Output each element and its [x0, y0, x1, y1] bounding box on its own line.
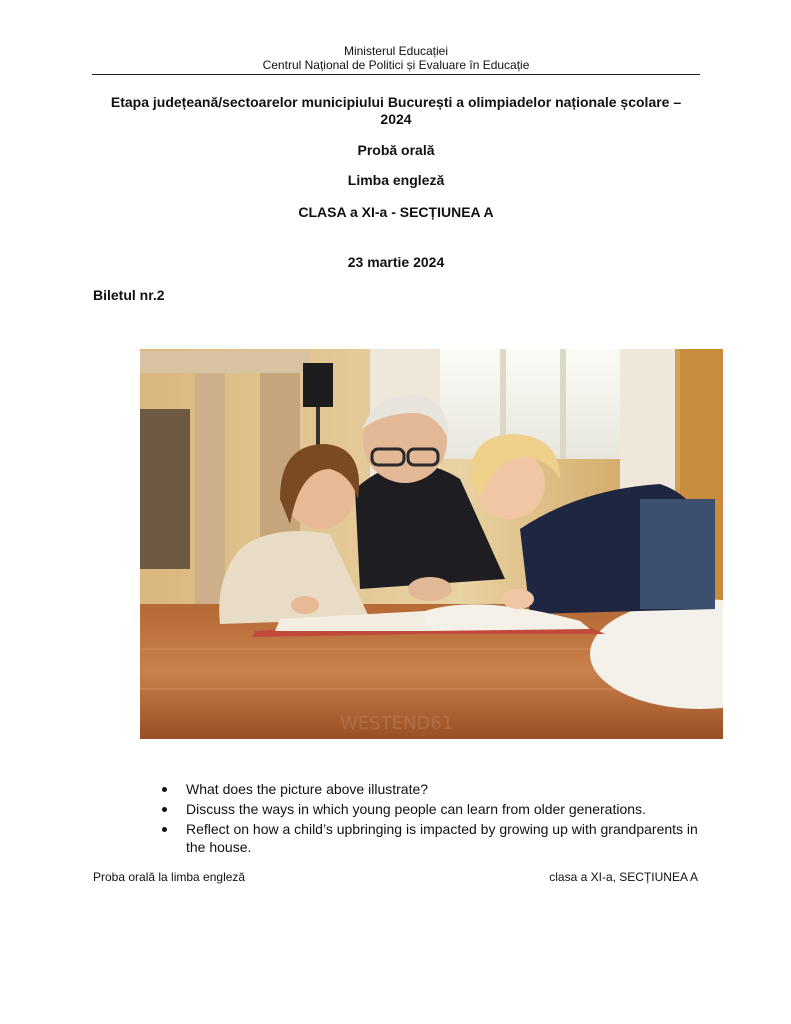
- class-section: CLASA a XI-a - SECȚIUNEA A: [298, 204, 494, 220]
- photo-grandfather-reading-with-children: [140, 349, 723, 739]
- bullet-icon: [162, 827, 167, 832]
- list-item: [160, 800, 720, 818]
- subject: Limba engleză: [347, 172, 445, 188]
- bullet-icon: [162, 787, 167, 792]
- ministry-name: Ministerul Educației: [343, 44, 449, 58]
- question-list: [160, 780, 720, 858]
- exam-type: Probă orală: [357, 142, 435, 158]
- competition-title-line2: 2024: [380, 111, 412, 127]
- question-text: What does the picture above illustrate?: [186, 781, 429, 797]
- list-item: [160, 820, 720, 856]
- center-name: Centrul Național de Politici și Evaluare în Educație: [262, 58, 530, 72]
- question-text: Discuss the ways in which young people can learn from older generations.: [186, 801, 646, 817]
- list-item: [160, 780, 720, 798]
- footer-left: Proba orală la limba engleză: [93, 870, 246, 884]
- competition-title: [92, 94, 700, 128]
- header-divider: [92, 74, 700, 75]
- page-header: [92, 44, 700, 72]
- photo-watermark: WESTEND61: [340, 713, 454, 734]
- footer-right: clasa a XI-a, SECȚIUNEA A: [549, 870, 698, 884]
- exam-date: 23 martie 2024: [347, 254, 445, 270]
- ticket-number: Biletul nr.2: [93, 287, 165, 303]
- question-text: Reflect on how a child’s upbringing is impacted by growing up with grandparents in the house.: [186, 821, 698, 855]
- bullet-icon: [162, 807, 167, 812]
- competition-title-line1: Etapa județeană/sectoarelor municipiului București a olimpiadelor naționale școlare –: [110, 94, 682, 110]
